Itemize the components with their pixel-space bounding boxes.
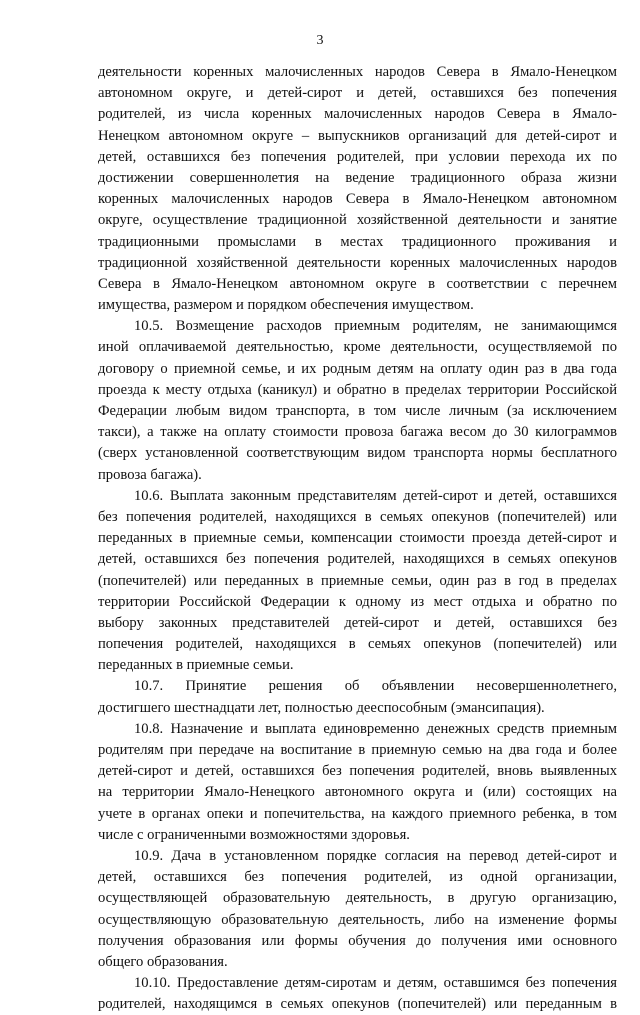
text-line: 10.7. Принятие решения об объявлении несовершеннолетнего, [134,678,617,695]
text-line: 10.8. Назначение и выплата единовременно денежных средств приемным [134,720,617,737]
text-line: общего образования. [98,953,228,970]
text-line: 10.10. Предоставление детям-сиротам и детям, оставшимся без попечения [134,975,617,992]
text-line: 10.5. Возмещение расходов приемным родителям, не занимающимся [134,318,617,335]
text-line: территории Российской Федерации к одному из мест отдыха и обратно по [98,593,617,610]
text-line: детей, оставшихся без попечения родителей, при условии перехода их по [98,148,617,165]
text-line: на территории Ямало-Ненецкого автономного округа и (или) состоящих на [98,784,617,801]
text-line: родителей, из числа коренных малочисленных народов Севера в Ямало- [98,106,617,123]
text-line: осуществляющую образовательную деятельность, либо на изменение формы [98,911,617,928]
text-line: имущества, размером и порядком обеспечения имуществом. [98,297,474,314]
text-line: Федерации любым видом транспорта, в том числе личным (за исключением [98,403,617,419]
text-line: попечения родителей, находящихся в семьях опекунов (попечителей) или [98,636,617,653]
text-line: Ненецком автономном округе – выпускников организаций для детей-сирот и [98,127,617,144]
text-line: достигшего шестнадцати лет, полностью дееспособным (эмансипация). [98,699,545,716]
text-line: округе, осуществление традиционной хозяйственной деятельности и занятие [98,212,617,229]
text-line: достижении совершеннолетия на ведение традиционного образа жизни [98,169,617,186]
text-line: традиционной хозяйственной деятельности коренных малочисленных народов [98,254,617,271]
text-line: получения образования или формы обучения до получения ими основного [98,932,617,949]
text-line: детей-сирот и детей, оставшихся без попечения родителей, вновь выявленных [98,763,617,780]
text-line: детей, оставшихся без попечения родителей, из одной организации, [98,869,617,886]
text-line: выбору законных представителей детей-сирот и детей, оставшихся без [98,614,617,631]
text-line: иной оплачиваемой деятельностью, кроме деятельности, осуществляемой по [98,339,617,356]
text-line: переданных в приемные семьи. [98,657,294,674]
text-line: проезда к месту отдыха (каникул) и обратно в пределах территории Российской [98,381,617,398]
text-line: традиционными промыслами в местах традиционного проживания и [98,233,617,250]
text-line: автономном округе, и детей-сирот и детей, оставшихся без попечения [98,85,617,102]
text-line: числе с ограниченными возможностями здоровья. [98,826,410,843]
text-line: Севера в Ямало-Ненецком автономном округе в соответствии с перечнем [98,275,617,292]
text-line: учете в органах опеки и попечительства, на каждого приемного ребенка, в том [98,805,617,822]
text-line: коренных малочисленных народов Севера в Ямало-Ненецком автономном [98,191,617,208]
document-body [98,62,617,1015]
text-line: осуществляющей образовательную деятельность, в другую организацию, [98,890,617,907]
text-line: провоза багажа). [98,466,202,483]
text-line: деятельности коренных малочисленных народов Севера в Ямало-Ненецком [98,64,617,80]
text-line: переданных в приемные семьи, компенсации стоимости проезда детей-сирот и [98,530,617,547]
text-line: (попечителей) или переданных в приемные семьи, один раз в год в пределах [98,572,617,589]
text-line: такси), а также на оплату стоимости провоза багажа весом до 30 килограммов [98,424,617,441]
text-line: без попечения родителей, находящихся в семьях опекунов (попечителей) или [98,508,617,525]
text-line: родителей, находящимся в семьях опекунов (попечителей) или переданным в [98,996,617,1013]
text-line: (сверх установленной соответствующим видом транспорта нормы бесплатного [98,445,617,462]
text-line: 10.9. Дача в установленном порядке согласия на перевод детей-сирот и [134,847,617,864]
text-line: родителям при передаче на воспитание в приемную семью на два года и более [98,742,617,758]
page-number: 3 [316,33,324,48]
text-line: договору о приемной семье, и их родным детям на оплату один раз в два года [98,360,617,377]
text-line: детей, оставшихся без попечения родителей, находящихся в семьях опекунов [98,551,617,568]
text-line: 10.6. Выплата законным представителям детей-сирот и детей, оставшихся [134,487,617,504]
